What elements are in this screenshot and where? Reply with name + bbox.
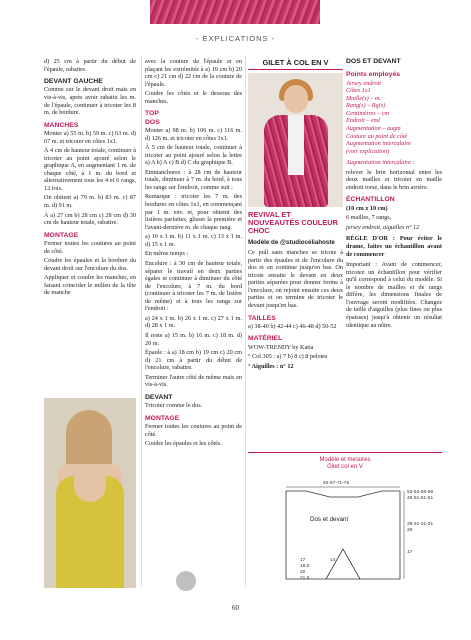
designer-credit: Modèle de @studiocéliahoste	[248, 239, 335, 247]
list-item: (voir explication)	[346, 147, 390, 155]
list-item: Côtes 1x1	[346, 87, 371, 95]
column-4	[346, 58, 442, 331]
paragraph: Encolure : à 30 cm de hauteur totale, séparer le travail en deux parties égales et continuer à diminuer du côté de l'encolure, à 7 m. du bord (continuer à tricoter les 7 m. de lisière de même) et à tous les rangs sur l'endroit :	[145, 259, 242, 313]
paragraph: Épaule : à a) 18 cm b) 19 cm c) 20 cm d) 21 cm à partir du début de l'encolure, rabattre.	[145, 349, 242, 372]
section-title-montage: MONTAGE	[145, 414, 180, 422]
points-list	[346, 80, 442, 156]
revival-heading: REVIVAL ET NOUVEAUTÉS COULEUR CHOC	[248, 210, 338, 236]
paragraph: d) 25 cm à partir du début de l'épaule, rabattre.	[44, 58, 136, 73]
section-title-tailles: TAILLES	[248, 314, 276, 322]
measure-bottom: 17	[300, 558, 306, 563]
section-title-devant-gauche: DEVANT GAUCHE	[44, 78, 103, 86]
section-title-top: TOP	[145, 110, 159, 118]
paragraph: Appliquer et coudre les manches, en faisant coïncider le milieu de la tête de manche	[44, 274, 136, 297]
measure-bottom: 21,5	[300, 576, 310, 581]
paragraph: Coudre les côtés et le dessous des manches.	[145, 90, 242, 105]
points-title: Points employés	[346, 71, 401, 79]
section-title-dos-devant: DOS ET DEVANT	[346, 58, 401, 65]
measure-bottom: 18,5	[300, 564, 310, 569]
diagram-title-line: Gilet col en V	[327, 463, 363, 470]
column-divider	[141, 56, 142, 586]
slit-outline	[326, 549, 360, 579]
sizes-text: a) 38-40 b) 42-44 c) 46-48 d) 50-52	[248, 322, 337, 330]
photo-pink-vest	[248, 73, 343, 207]
yarn-quantity: ° Col 305 : a) 7 b) 8 c) 8 pelotes	[248, 353, 328, 361]
measure-top: 62-67-71-76	[323, 481, 350, 486]
measurement-diagram	[248, 452, 442, 588]
measure-right: 48-51-51-51	[407, 496, 434, 501]
golden-rule-title: RÈGLE D'OR : Pour éviter le drame, faites un échantillon avant de commencer	[346, 235, 442, 258]
measure-bottom: 14	[330, 558, 336, 563]
diagram-svg	[248, 453, 442, 589]
paragraph: Il reste a) 15 m. b) 16 m. c) 18 m. d) 20 m.	[145, 332, 242, 347]
paragraph: relever le brin horizontal entre les deux mailles et tricoter en maille endroit torse, dans le brin arrière.	[346, 168, 442, 191]
yarn-brand: WOW-TRENDY by Katia	[248, 343, 314, 351]
diagram-title-line: Modèle et mesures	[319, 457, 371, 463]
paragraph: Remarque : tricoter les 7 m. des bordures en côtes 1x1, en commençant par 1 m. env. et, pour obtenir des lisières parfaites, glisser la première et l'avant-dernière m. de chaque rang.	[145, 193, 242, 231]
section-title-devant: DEVANT	[145, 393, 173, 401]
paragraph: a) 10 x 1 m. b) 11 x 1 m. c) 13 x 1 m. d) 15 x 1 m.	[145, 233, 242, 248]
list-item: Augmentation – augm	[346, 124, 401, 132]
logo-stamp	[176, 571, 196, 591]
paragraph: Fermer toutes les coutures au point de côté.	[44, 239, 136, 255]
photo-yellow-top-back	[44, 398, 136, 588]
sample-text: 6 mailles, 7 rangs,	[346, 214, 392, 222]
measure-right: 28-31-31-31	[407, 522, 434, 527]
paragraph: À a) 27 cm b) 28 cm c) 28 cm d) 30 cm de hauteur totale, rabattre.	[44, 211, 136, 227]
paragraph: On obtient a) 79 m. b) 83 m. c) 87 m. d) 91 m.	[44, 194, 136, 209]
paragraph: avec la couture de l'épaule et en plaçant les extrémités à a) 19 cm b) 20 cm c) 21 cm d) 22 cm de la couture de l'épaule.	[145, 58, 242, 88]
column-1	[44, 58, 136, 299]
column-divider	[245, 56, 246, 586]
pattern-title: GILET À COL EN V	[248, 58, 343, 70]
section-title-manches: MANCHES	[44, 121, 79, 129]
needles-size: ° Aiguilles : n° 12	[248, 362, 294, 370]
measure-right: 17	[407, 550, 413, 555]
column-2	[145, 58, 242, 450]
paragraph: Fermer toutes les coutures au point de côté.	[145, 423, 242, 438]
top-photo-strip	[150, 0, 320, 24]
list-item: Endroit – end	[346, 117, 380, 125]
column-3	[248, 58, 343, 372]
paragraph: Ce pull sans manches se tricote à partir des épaules et de l'encolure du dos et on continue jusqu'en bas. On tricote ensuite le devant en deux parties séparées pour donner forme à l'encolure, on rejoint ensuite ces deux parties et on termine de tricoter le devant jusqu'en bas.	[248, 249, 343, 309]
diagram-label: Dos et devant	[310, 516, 349, 523]
paragraph: Tricoter comme le dos.	[145, 402, 203, 410]
paragraph: a) 24 x 1 m. b) 26 x 1 m. c) 27 x 1 m. d) 28 x 1 m.	[145, 314, 242, 330]
paragraph: Comme sur le devant droit mais en vis-à-vis, après avoir rabattu les m. de l'épaule, continuer à tricoter les 8 m. de bordure.	[44, 86, 136, 117]
section-title-dos: DOS	[145, 118, 160, 126]
list-item: Couture au point de côté	[346, 132, 408, 140]
paragraph: Important : Avant de commencer, tricotez un échantillon pour vérifier qu'il correspond à celui du modèle. Si le nombre de mailles et de rangs diffère, les dimensions finales de l'ouvrage seront modifiées. Changez de taille d'aiguilles (plus fines ou plus épaisses) jusqu'à obtenir un résultat identique au nôtre.	[346, 261, 442, 329]
list-item: Augmentation intercalaire	[346, 140, 412, 148]
measure-bottom: 20	[300, 570, 306, 575]
paragraph: Coudre les épaules et la bordure du devant droit sur l'encolure du dos.	[44, 257, 136, 272]
page-number: 60	[232, 604, 239, 612]
sample-size: (10 cm x 10 cm)	[346, 204, 388, 212]
paragraph: En même temps :	[145, 250, 189, 258]
list-item: Rang(s) – Rg(s)	[346, 102, 386, 110]
augmentation-title: Augmentation intercalaire :	[346, 159, 415, 167]
list-item: Jersey endroit	[346, 79, 381, 87]
measure-right: 53-54-56-56	[407, 490, 434, 495]
measure-right: 26	[407, 528, 413, 533]
paragraph: Emmanchures : à 28 cm de hauteur totale, diminuer à 7 m. du bord, à tous les rangs sur l'endroit, comme suit :	[145, 168, 242, 191]
paragraph: À 5 cm de hauteur totale, continuer à tricoter au point ajouré selon la lettre a) A b) A c) B d) C du graphique B.	[145, 144, 242, 167]
paragraph: Coudre les épaules et les côtés.	[145, 440, 222, 448]
paragraph: Monter a) 55 m. b) 59 m. c) 63 m. d) 67 m. et tricoter en côtes 1x1.	[44, 129, 136, 145]
section-title-montage: MONTAGE	[44, 231, 79, 239]
sample-text: jersey endroit, aiguilles n° 12	[346, 223, 420, 231]
list-item: Maille(s) – m.	[346, 94, 381, 102]
section-title-materiel: MATÉRIEL	[248, 335, 283, 343]
paragraph: Terminer l'autre côté de même mais en vis-à-vis.	[145, 373, 242, 389]
list-item: Centimètres – cm	[346, 109, 390, 117]
paragraph: Monter a) 98 m. b) 106 m. c) 116 m. d) 126 m. et tricoter en côtes 1x1.	[145, 126, 242, 142]
section-title-echantillon: ÉCHANTILLON	[346, 196, 395, 204]
paragraph: À 4 cm de hauteur totale, continuer à tricoter au point ajouré selon le graphique A, en augmentant 1 m. de chaque côté, à 1 m. du bord et alternativement tous les 4 et 6 rangs, 12 fois.	[44, 147, 136, 192]
page-header: - EXPLICATIONS -	[195, 34, 276, 43]
